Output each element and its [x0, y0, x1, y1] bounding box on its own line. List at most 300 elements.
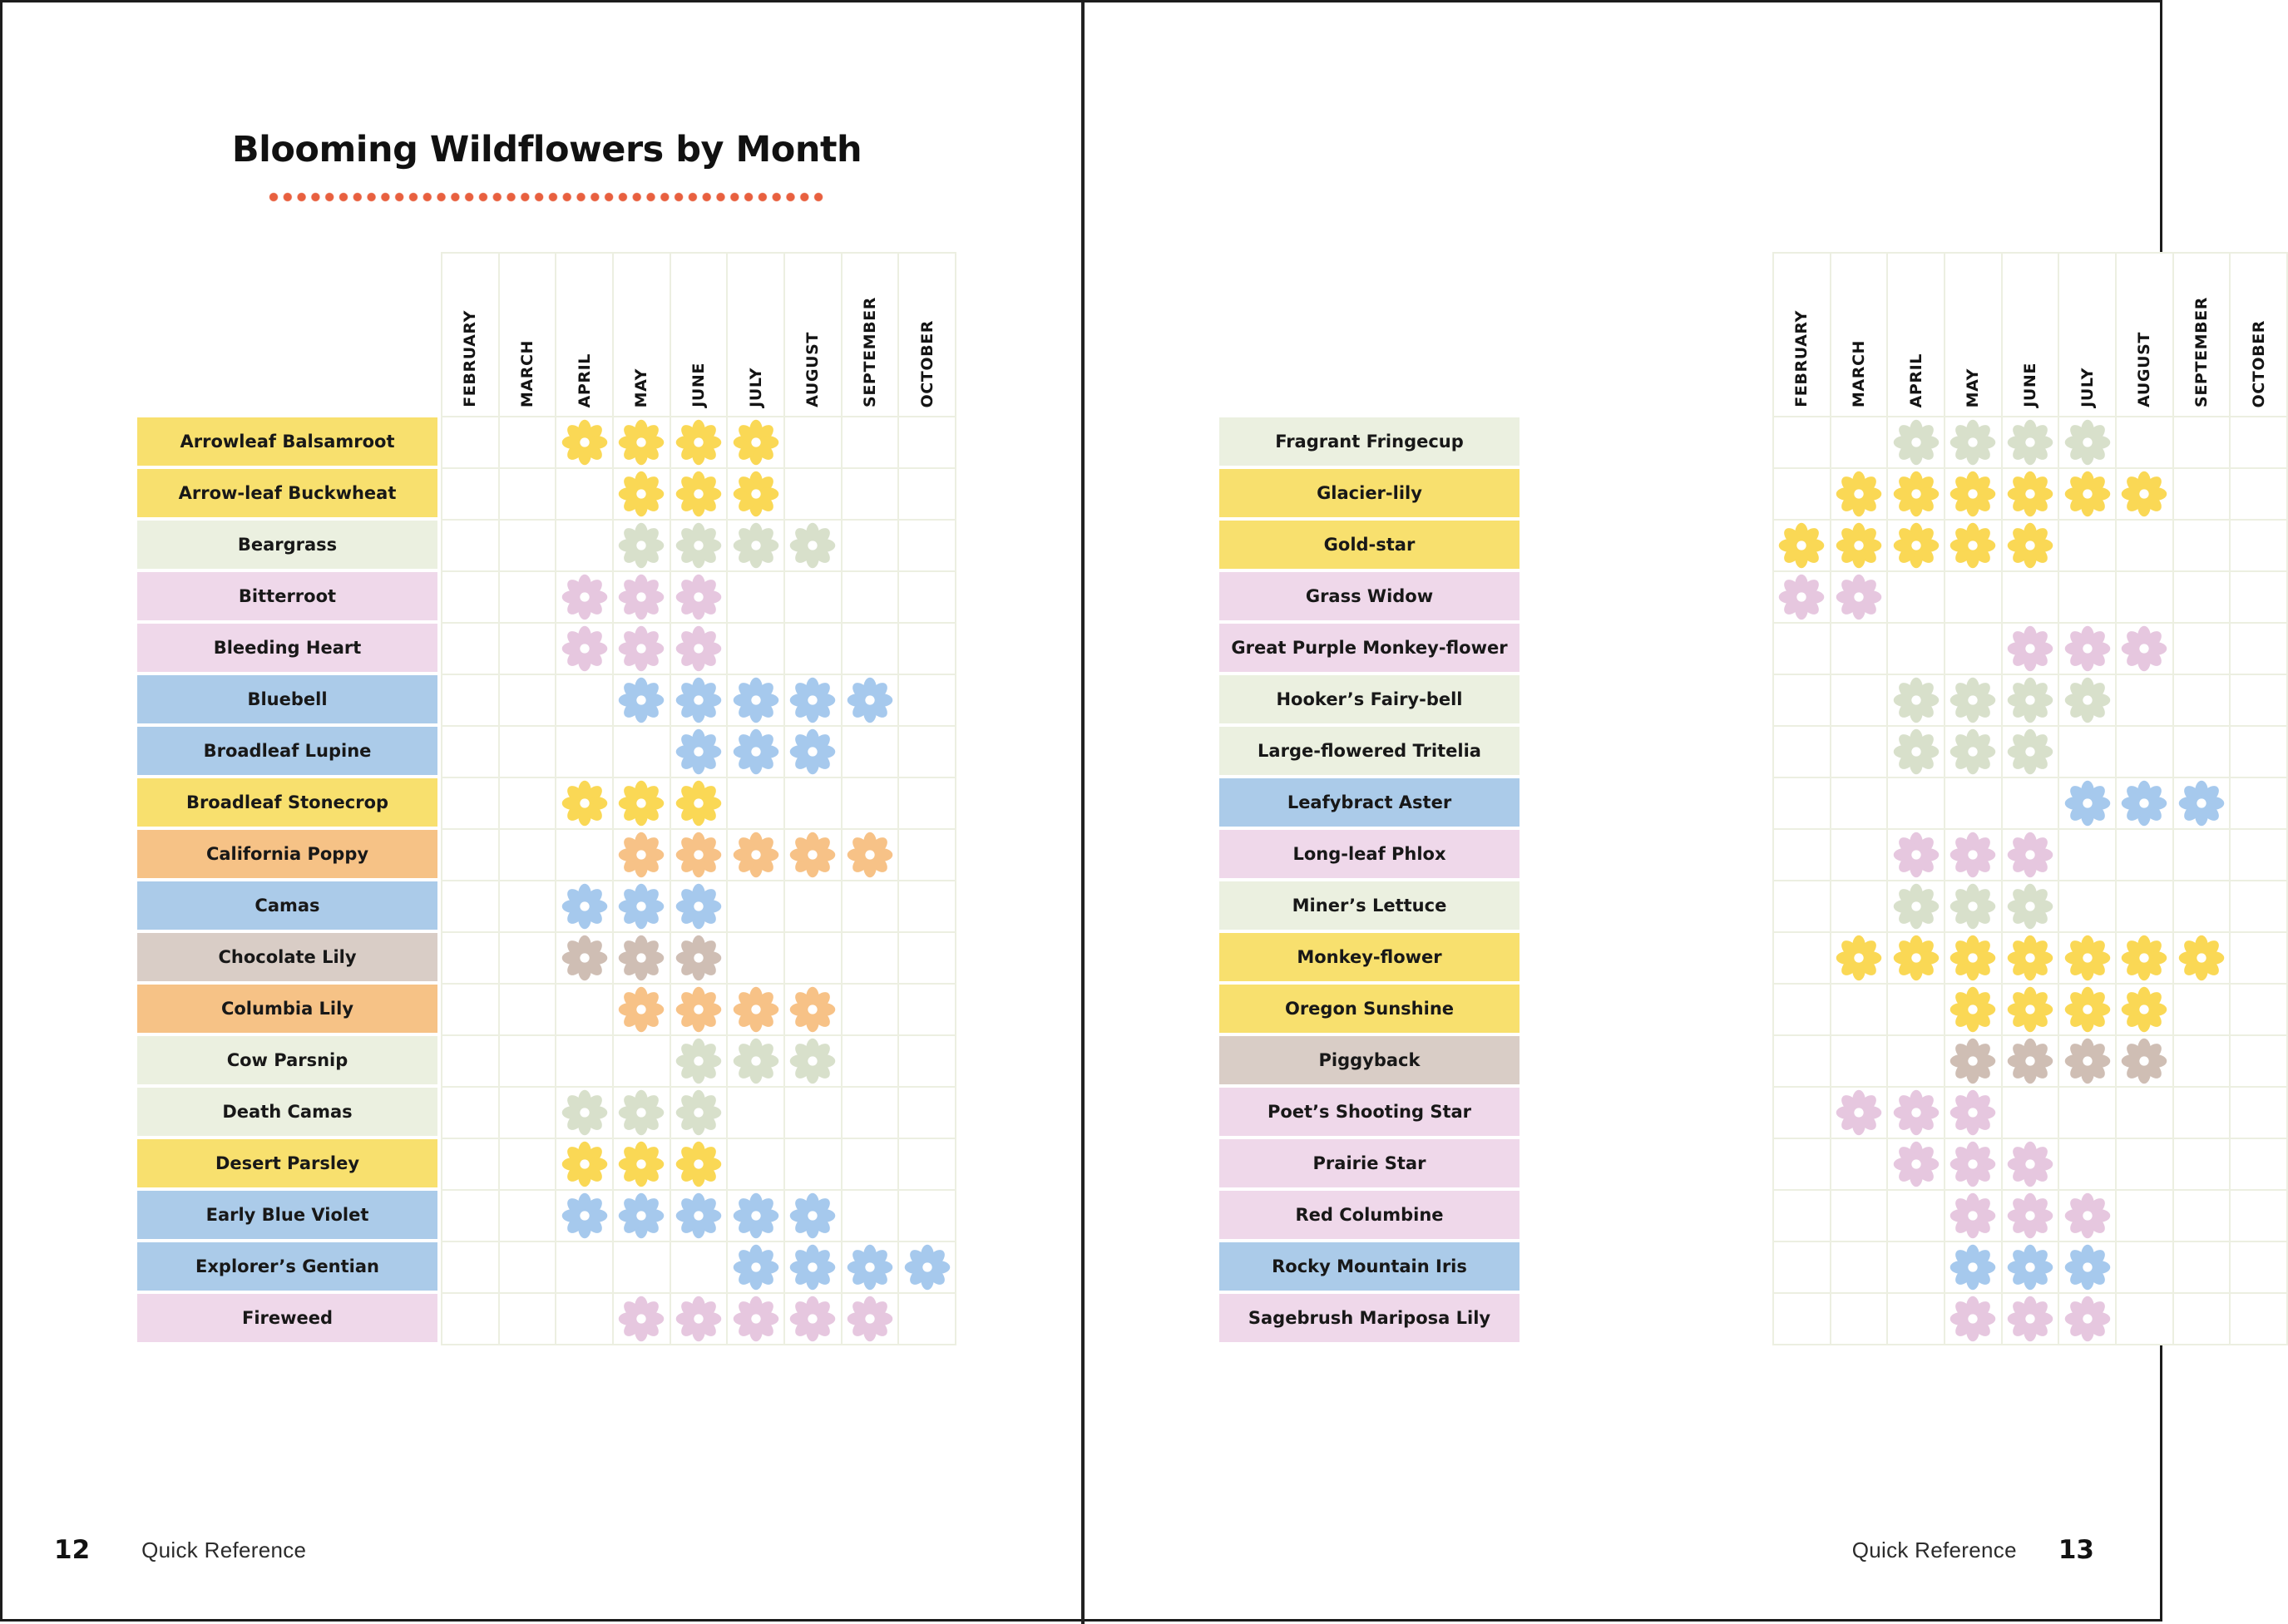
month-cell: [1774, 1139, 1830, 1189]
month-cell: [2231, 881, 2286, 931]
month-cell: [2003, 417, 2058, 467]
month-cell: [2174, 778, 2230, 828]
flower-icon: [562, 420, 607, 465]
month-cell: [728, 881, 783, 931]
flower-name-label: Columbia Lily: [137, 985, 437, 1033]
month-cell: [671, 1036, 727, 1086]
flower-icon: [619, 935, 664, 980]
flower-name-label: Large-flowered Tritelia: [1219, 727, 1520, 775]
month-cell: [2174, 417, 2230, 467]
month-cell: [500, 881, 556, 931]
month-cell: [1945, 469, 2001, 519]
flower-name-label: Desert Parsley: [137, 1139, 437, 1187]
flower-name-label: Fireweed: [137, 1294, 437, 1342]
month-cell: [1831, 1294, 1887, 1344]
month-cell: [2174, 1191, 2230, 1241]
flower-name-label: Bleeding Heart: [137, 624, 437, 672]
month-cell: [1888, 1242, 1944, 1292]
month-cell: [2003, 675, 2058, 725]
month-header: [2003, 254, 2058, 416]
month-cell: [2117, 1088, 2172, 1138]
flower-icon: [619, 1142, 664, 1187]
month-cell: [500, 1294, 556, 1344]
month-cell: [1888, 417, 1944, 467]
month-header-label: SEPTEMBER: [2192, 297, 2211, 407]
month-cell: [1945, 624, 2001, 674]
month-cell: [2003, 778, 2058, 828]
month-header: [843, 254, 898, 416]
flower-name-label: Gold-star: [1219, 521, 1520, 569]
month-cell: [1831, 1242, 1887, 1292]
month-cell: [2174, 830, 2230, 880]
month-cell: [2059, 417, 2115, 467]
month-cell: [2174, 1139, 2230, 1189]
month-cell: [1831, 830, 1887, 880]
month-cell: [1888, 1088, 1944, 1138]
month-cell: [785, 675, 841, 725]
bloom-grid: [1772, 252, 2288, 1345]
flower-icon: [1779, 575, 1824, 619]
month-cell: [1888, 521, 1944, 570]
month-cell: [2003, 1242, 2058, 1292]
flower-icon: [619, 781, 664, 826]
flower-name-label: Beargrass: [137, 521, 437, 569]
month-cell: [556, 985, 612, 1034]
month-header-label: APRIL: [1906, 353, 1925, 407]
flower-icon: [2008, 935, 2053, 980]
month-header-label: OCTOBER: [2249, 319, 2268, 407]
month-cell: [2231, 933, 2286, 983]
flower-icon: [1836, 935, 1881, 980]
month-cell: [671, 933, 727, 983]
month-cell: [785, 933, 841, 983]
month-cell: [556, 1139, 612, 1189]
flower-name-label: California Poppy: [137, 830, 437, 878]
month-cell: [2174, 933, 2230, 983]
flower-name-column: [1219, 417, 1520, 1345]
month-cell: [1774, 1036, 1830, 1086]
month-cell: [614, 1139, 670, 1189]
flower-icon: [2008, 626, 2053, 671]
month-cell: [1888, 727, 1944, 777]
month-cell: [442, 985, 498, 1034]
month-cell: [2059, 521, 2115, 570]
month-cell: [1774, 521, 1830, 570]
flower-name-label: Grass Widow: [1219, 572, 1520, 620]
month-cell: [2059, 830, 2115, 880]
month-cell: [1774, 1294, 1830, 1344]
month-cell: [614, 624, 670, 674]
month-cell: [2117, 1139, 2172, 1189]
month-cell: [785, 1242, 841, 1292]
month-cell: [2059, 572, 2115, 622]
month-cell: [1774, 572, 1830, 622]
month-cell: [1831, 624, 1887, 674]
page-number: 12: [54, 1535, 91, 1565]
month-cell: [899, 933, 955, 983]
flower-name-label: Arrowleaf Balsamroot: [137, 417, 437, 466]
month-cell: [500, 1191, 556, 1241]
flower-icon: [2122, 626, 2167, 671]
month-cell: [1888, 1139, 1944, 1189]
flower-icon: [2008, 729, 2053, 774]
flower-name-label: Broadleaf Stonecrop: [137, 778, 437, 827]
flower-icon: [1950, 420, 1995, 465]
month-cell: [899, 881, 955, 931]
flower-name-label: Fragrant Fringecup: [1219, 417, 1520, 466]
month-cell: [556, 881, 612, 931]
flower-icon: [1836, 471, 1881, 516]
month-cell: [2174, 624, 2230, 674]
flower-icon: [1894, 1090, 1939, 1135]
month-cell: [843, 521, 898, 570]
month-cell: [671, 469, 727, 519]
flower-icon: [905, 1245, 950, 1290]
month-cell: [556, 1242, 612, 1292]
month-cell: [1774, 727, 1830, 777]
month-cell: [1774, 1191, 1830, 1241]
month-header: [556, 254, 612, 416]
month-cell: [500, 572, 556, 622]
month-cell: [500, 417, 556, 467]
flower-icon: [2065, 471, 2110, 516]
flower-icon: [734, 832, 778, 877]
month-cell: [556, 1191, 612, 1241]
month-cell: [614, 1088, 670, 1138]
month-cell: [1945, 1036, 2001, 1086]
flower-icon: [790, 523, 835, 568]
flower-icon: [676, 1142, 721, 1187]
month-cell: [1831, 933, 1887, 983]
flower-icon: [619, 420, 664, 465]
month-cell: [442, 417, 498, 467]
page-divider: [1081, 2, 1085, 1624]
flower-icon: [1894, 523, 1939, 568]
flower-name-label: Red Columbine: [1219, 1191, 1520, 1239]
month-cell: [1945, 881, 2001, 931]
month-cell: [1774, 675, 1830, 725]
month-cell: [899, 830, 955, 880]
flower-icon: [2179, 935, 2224, 980]
month-cell: [500, 727, 556, 777]
month-cell: [728, 1191, 783, 1241]
flower-icon: [676, 1193, 721, 1238]
month-header-label: MARCH: [517, 339, 536, 407]
month-cell: [614, 985, 670, 1034]
month-cell: [2231, 675, 2286, 725]
month-cell: [785, 1036, 841, 1086]
month-cell: [1945, 778, 2001, 828]
dotted-rule: [268, 192, 827, 203]
month-cell: [2117, 933, 2172, 983]
month-cell: [843, 469, 898, 519]
month-cell: [728, 675, 783, 725]
month-cell: [1774, 830, 1830, 880]
flower-icon: [2008, 987, 2053, 1032]
month-cell: [2117, 1242, 2172, 1292]
flower-icon: [734, 1296, 778, 1341]
month-cell: [442, 675, 498, 725]
month-cell: [1945, 1242, 2001, 1292]
month-header-label: OCTOBER: [917, 319, 936, 407]
flower-icon: [734, 678, 778, 723]
month-cell: [843, 675, 898, 725]
flower-icon: [734, 471, 778, 516]
flower-icon: [562, 575, 607, 619]
flower-icon: [734, 1039, 778, 1083]
month-cell: [785, 881, 841, 931]
month-cell: [1831, 881, 1887, 931]
month-cell: [728, 572, 783, 622]
month-cell: [442, 933, 498, 983]
month-cell: [2174, 1242, 2230, 1292]
page-13: [1084, 2, 2268, 1624]
month-cell: [2117, 881, 2172, 931]
month-cell: [2003, 881, 2058, 931]
page-number: 13: [2058, 1535, 2094, 1565]
month-cell: [556, 572, 612, 622]
month-header: [1945, 254, 2001, 416]
month-cell: [2174, 469, 2230, 519]
month-cell: [728, 624, 783, 674]
page-title: Blooming Wildflowers by Month: [231, 129, 862, 170]
month-cell: [2059, 881, 2115, 931]
month-header: [785, 254, 841, 416]
flower-icon: [619, 1090, 664, 1135]
month-cell: [2117, 1191, 2172, 1241]
month-header: [2231, 254, 2286, 416]
month-cell: [442, 572, 498, 622]
month-cell: [1945, 521, 2001, 570]
month-cell: [1888, 830, 1944, 880]
month-cell: [500, 521, 556, 570]
flower-icon: [676, 832, 721, 877]
flower-name-label: Monkey-flower: [1219, 933, 1520, 981]
month-cell: [500, 469, 556, 519]
month-cell: [556, 778, 612, 828]
month-cell: [843, 1139, 898, 1189]
month-header-label: FEBRUARY: [1792, 310, 1811, 407]
flower-icon: [1950, 729, 1995, 774]
flower-icon: [2065, 678, 2110, 723]
month-cell: [1774, 881, 1830, 931]
month-cell: [899, 985, 955, 1034]
flower-name-label: Long-leaf Phlox: [1219, 830, 1520, 878]
flower-icon: [676, 1039, 721, 1083]
month-cell: [1888, 572, 1944, 622]
month-cell: [556, 933, 612, 983]
flower-icon: [676, 575, 721, 619]
month-header: [1831, 254, 1887, 416]
month-cell: [728, 1242, 783, 1292]
month-cell: [671, 624, 727, 674]
month-cell: [843, 1242, 898, 1292]
flower-icon: [847, 832, 892, 877]
flower-icon: [847, 1296, 892, 1341]
title-block: [137, 129, 956, 203]
month-cell: [2003, 1294, 2058, 1344]
flower-icon: [1950, 1039, 1995, 1083]
month-cell: [442, 1139, 498, 1189]
month-cell: [2003, 1088, 2058, 1138]
month-cell: [671, 830, 727, 880]
flower-icon: [619, 884, 664, 929]
month-cell: [671, 417, 727, 467]
month-cell: [728, 469, 783, 519]
flower-icon: [1950, 1245, 1995, 1290]
flower-icon: [790, 987, 835, 1032]
month-cell: [1888, 675, 1944, 725]
flower-icon: [619, 626, 664, 671]
month-header: [671, 254, 727, 416]
month-cell: [2117, 417, 2172, 467]
flower-icon: [734, 1193, 778, 1238]
month-cell: [2231, 572, 2286, 622]
month-cell: [785, 727, 841, 777]
month-cell: [556, 469, 612, 519]
flower-icon: [676, 420, 721, 465]
flower-icon: [790, 1245, 835, 1290]
month-cell: [671, 727, 727, 777]
flower-icon: [2065, 1193, 2110, 1238]
month-cell: [1774, 933, 1830, 983]
flower-icon: [1779, 523, 1824, 568]
flower-icon: [676, 678, 721, 723]
flower-icon: [1836, 523, 1881, 568]
month-cell: [1831, 521, 1887, 570]
month-cell: [614, 1242, 670, 1292]
month-header-label: JUNE: [2020, 363, 2039, 407]
month-cell: [1831, 727, 1887, 777]
month-header-label: JULY: [746, 368, 765, 407]
month-cell: [2117, 1294, 2172, 1344]
footer-label: Quick Reference: [141, 1537, 307, 1562]
month-cell: [671, 1088, 727, 1138]
flower-icon: [676, 1296, 721, 1341]
month-header-label: JULY: [2078, 368, 2097, 407]
flower-icon: [2008, 420, 2053, 465]
month-cell: [2059, 778, 2115, 828]
flower-name-label: Sagebrush Mariposa Lily: [1219, 1294, 1520, 1342]
month-cell: [2174, 881, 2230, 931]
month-cell: [2174, 675, 2230, 725]
month-cell: [785, 624, 841, 674]
month-cell: [500, 1036, 556, 1086]
flower-icon: [734, 420, 778, 465]
flower-icon: [1950, 523, 1995, 568]
flower-icon: [619, 1296, 664, 1341]
month-header-label: SEPTEMBER: [860, 297, 879, 407]
flower-icon: [619, 575, 664, 619]
month-cell: [1774, 469, 1830, 519]
month-cell: [843, 1191, 898, 1241]
month-cell: [2117, 1036, 2172, 1086]
month-cell: [1945, 727, 2001, 777]
month-cell: [843, 727, 898, 777]
flower-icon: [1894, 884, 1939, 929]
month-cell: [500, 778, 556, 828]
month-cell: [500, 985, 556, 1034]
month-cell: [2117, 469, 2172, 519]
flower-icon: [1950, 471, 1995, 516]
month-cell: [843, 417, 898, 467]
month-cell: [728, 985, 783, 1034]
month-cell: [1945, 830, 2001, 880]
flower-icon: [2122, 987, 2167, 1032]
month-header-label: MARCH: [1849, 339, 1868, 407]
flower-name-label: Cow Parsnip: [137, 1036, 437, 1084]
month-cell: [671, 521, 727, 570]
page-footer: [2, 1535, 1084, 1565]
page-footer: [1084, 1535, 2165, 1565]
month-cell: [899, 624, 955, 674]
month-header-label: AUGUST: [803, 332, 823, 407]
month-cell: [671, 778, 727, 828]
month-cell: [899, 521, 955, 570]
flower-icon: [1950, 1142, 1995, 1187]
month-cell: [2003, 624, 2058, 674]
month-cell: [2231, 1294, 2286, 1344]
flower-icon: [619, 678, 664, 723]
month-cell: [2059, 1242, 2115, 1292]
month-cell: [442, 1036, 498, 1086]
month-cell: [442, 881, 498, 931]
flower-name-label: Prairie Star: [1219, 1139, 1520, 1187]
flower-icon: [1894, 678, 1939, 723]
month-cell: [1888, 1294, 1944, 1344]
flower-icon: [2065, 987, 2110, 1032]
month-cell: [2117, 675, 2172, 725]
month-cell: [1774, 778, 1830, 828]
month-cell: [899, 1139, 955, 1189]
month-cell: [442, 1294, 498, 1344]
month-cell: [2174, 1088, 2230, 1138]
month-cell: [556, 727, 612, 777]
flower-icon: [2065, 1245, 2110, 1290]
month-cell: [1774, 985, 1830, 1034]
month-cell: [843, 1294, 898, 1344]
month-cell: [2059, 985, 2115, 1034]
flower-name-label: Chocolate Lily: [137, 933, 437, 981]
month-cell: [899, 572, 955, 622]
month-cell: [1831, 469, 1887, 519]
month-cell: [556, 675, 612, 725]
month-cell: [500, 1088, 556, 1138]
month-cell: [1945, 1191, 2001, 1241]
month-cell: [785, 521, 841, 570]
month-cell: [1945, 985, 2001, 1034]
month-cell: [2059, 1294, 2115, 1344]
month-cell: [2117, 624, 2172, 674]
month-cell: [614, 1294, 670, 1344]
month-header-label: MAY: [632, 368, 651, 407]
month-cell: [785, 1139, 841, 1189]
flower-name-label: Broadleaf Lupine: [137, 727, 437, 775]
month-cell: [2231, 1088, 2286, 1138]
flower-icon: [676, 884, 721, 929]
month-cell: [2174, 572, 2230, 622]
month-cell: [899, 778, 955, 828]
flower-icon: [2008, 678, 2053, 723]
flower-icon: [562, 626, 607, 671]
month-cell: [1774, 624, 1830, 674]
month-cell: [2059, 1088, 2115, 1138]
month-cell: [2117, 727, 2172, 777]
month-header: [614, 254, 670, 416]
month-cell: [614, 778, 670, 828]
flower-icon: [619, 987, 664, 1032]
flower-icon: [676, 471, 721, 516]
